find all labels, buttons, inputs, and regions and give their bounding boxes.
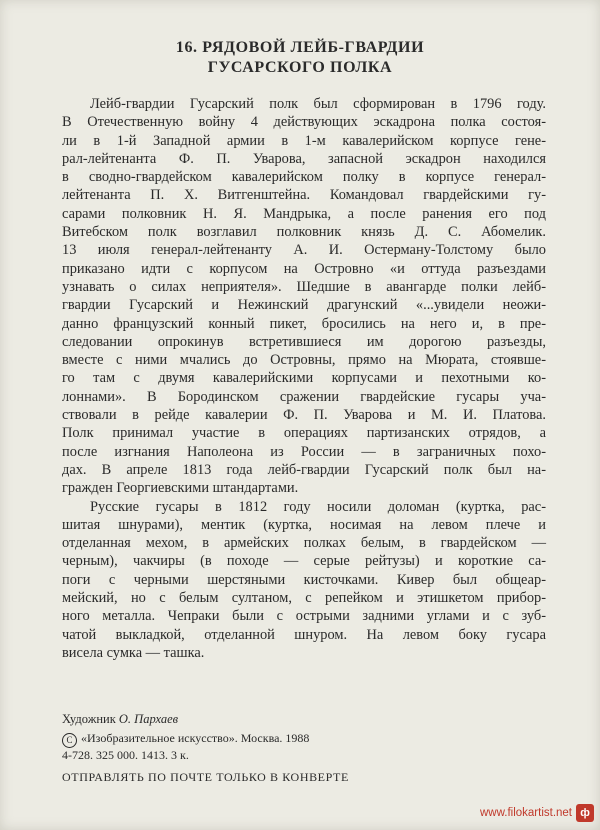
title-line-2: ГУСАРСКОГО ПОЛКА — [207, 59, 393, 76]
publisher-line: «Изобразительное искусство». Москва. 1988 — [81, 731, 310, 745]
text-line: чатой выкладкой, отделанной шнуром. На левом боку гусара — [62, 626, 546, 643]
page-title — [0, 38, 600, 78]
text-line: висела сумка — ташка. — [62, 644, 205, 661]
filokartist-logo-icon: ф — [576, 804, 594, 822]
watermark-url: www.filokartist.net — [479, 807, 572, 819]
text-line: отделанная мехом, в армейских полках белым, в гвардейском — — [62, 535, 546, 552]
artist-name: О. Пархаев — [118, 712, 179, 726]
text-line: приказано идти с корпусом на Островно «и оттуда разъездами — [62, 260, 546, 277]
title-line-1: 16. РЯДОВОЙ ЛЕЙБ-ГВАРДИИ — [175, 39, 425, 56]
text-line: вместе с ними мчались до Островны, прямо на Мюрата, стоявше- — [62, 352, 546, 369]
text-line: В Отечественную войну 4 действующих эскадрона полка состоя- — [62, 114, 546, 131]
text-line: Полк принимал участие в операциях партизанских отрядов, а — [62, 425, 546, 442]
text-line: мейский, но с белым султаном, с репейком и этишкетом прибор- — [62, 590, 546, 607]
text-line: лейтенанта П. Х. Витгенштейна. Командовал гвардейскими гу- — [62, 187, 546, 204]
artist-credit — [62, 712, 178, 727]
text-line: Витебском полк возглавил полковник князь Д. С. Абомелик. — [62, 224, 546, 241]
text-line: ного металла. Чепраки были с острыми задними углами и с зуб- — [62, 608, 546, 625]
text-line: гражден Георгиевскими штандартами. — [62, 480, 299, 497]
text-line: данно французский конный пикет, бросились на него и, в пре- — [62, 315, 546, 332]
text-line: го там с двумя кавалерийскими корпусами и пехотными ко- — [62, 370, 546, 387]
postal-notice: ОТПРАВЛЯТЬ ПО ПОЧТЕ ТОЛЬКО В КОНВЕРТЕ — [62, 770, 349, 784]
watermark — [480, 804, 594, 822]
text-line: сарами полковник Н. Я. Мандрыка, а после ранения его под — [62, 205, 546, 222]
text-line: 13 июля генерал-лейтенанту А. И. Остерману-Толстому было — [62, 242, 546, 259]
text-line: шитая шнурами), ментик (куртка, носимая на левом плече и — [62, 516, 546, 533]
catalog-line: 4-728. 325 000. 1413. 3 к. — [62, 748, 189, 762]
imprint — [62, 731, 309, 763]
artist-label: Художник — [62, 712, 116, 726]
text-line: после изгнания Наполеона из России — в заграничных похо- — [62, 443, 546, 460]
text-line: ли в 1-й Западной армии в 1-м кавалерийском корпусе генe- — [62, 132, 546, 149]
body-text — [62, 95, 546, 662]
text-line: черным), чакчиры (в походе — серые рейтузы) и короткие са- — [62, 553, 546, 570]
text-line: ствовали в рейде кавалерии Ф. П. Уварова и М. И. Платова. — [62, 407, 546, 424]
text-line: дах. В апреле 1813 года лейб-гвардии Гусарский полк был на- — [62, 461, 546, 478]
text-line: рал-лейтенанта Ф. П. Уварова, запасной эскадрон находился — [62, 150, 546, 167]
text-line: узнавать о силах неприятеля». Шедшие в авангарде полки лейб- — [62, 278, 546, 295]
copyright-icon: C — [62, 733, 77, 748]
text-line: Лейб-гвардии Гусарский полк был сформирован в 1796 году. — [90, 96, 546, 112]
text-line: поги с черными шерстяными кисточками. Кивер был общеар- — [62, 571, 546, 588]
text-line: Русские гусары в 1812 году носили доломан (куртка, рас- — [90, 498, 546, 515]
text-line: в сводно-гвардейском кавалерийском полку в корпусе генерал- — [62, 169, 546, 186]
text-line: следовании опрокинув встретившиеся им дорогою разъезды, — [62, 333, 546, 350]
text-line: гвардии Гусарский и Нежинский драгунский «...увидели неожи- — [62, 297, 546, 314]
text-line: лоннами». В Бородинском сражении гвардейские гусары уча- — [62, 388, 546, 405]
